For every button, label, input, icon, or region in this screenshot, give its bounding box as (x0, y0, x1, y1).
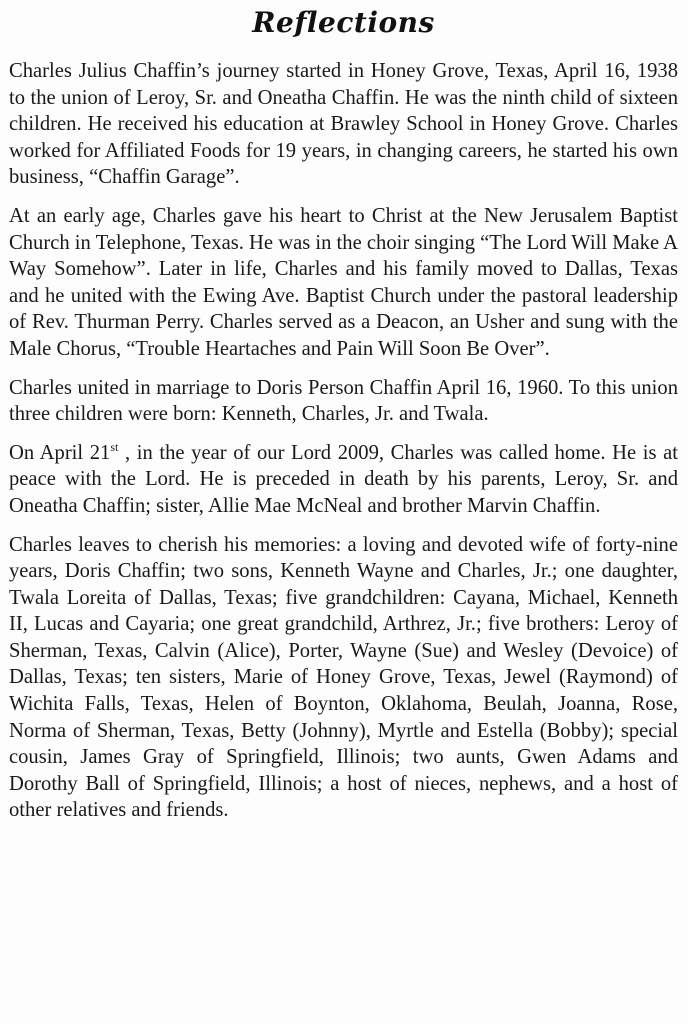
page-title: Reflections (252, 6, 435, 39)
paragraph-marriage: Charles united in marriage to Doris Person Chaffin April 16, 1960. To this union three children were born: Kenneth, Charles, Jr. and Twala. (9, 376, 678, 426)
ordinal-suffix: st (110, 439, 119, 454)
paragraph-passing (9, 440, 678, 520)
paragraph-faith: At an early age, Charles gave his heart to Christ at the New Jerusalem Baptist Church in Telephone, Texas. He was in the choir singing “The Lord Will Make A Way Somehow”. Later in life, Charles and his family moved to Dallas, Texas and he united with the Ewing Ave. Baptist Church under the pastoral leadership of Rev. Thurman Perry. Charles served as a Deacon, an Usher and sung with the Male Chorus, “Trouble Heartaches and Pain Will Soon Be Over”. (9, 204, 678, 360)
paragraph-survivors: Charles leaves to cherish his memories: a loving and devoted wife of forty-nine years, Doris Chaffin; two sons, Kenneth Wayne and Charles, Jr.; one daughter, Twala Loreita of Dallas, Texas; five grandchildren: Cayana, Michael, Kenneth II, Lucas and Cayaria; one great grandchild, Arthrez, Jr.; five brothers: Leroy of Sherman, Texas, Calvin (Alice), Porter, Wayne (Sue) and Wesley (Devoice) of Dallas, Texas; ten sisters, Marie of Honey Grove, Texas, Jewel (Raymond) of Wichita Falls, Texas, Helen of Boynton, Oklahoma, Beulah, Joanna, Rose, Norma of Sherman, Texas, Betty (Johnny), Myrtle and Estella (Bobby); special cousin, James Gray of Springfield, Illinois; two aunts, Gwen Adams and Dorothy Ball of Springfield, Illinois; a host of nieces, nephews, and a host of other relatives and friends. (9, 533, 678, 822)
passing-text-start: On April 21 (9, 441, 111, 464)
paragraph-early-life: Charles Julius Chaffin’s journey started in Honey Grove, Texas, April 16, 1938 to the union of Leroy, Sr. and Oneatha Chaffin. He was the ninth child of sixteen children. He received his education at Brawley School in Honey Grove. Charles worked for Affiliated Foods for 19 years, in changing careers, he started his own business, “Chaffin Garage”. (9, 60, 678, 189)
passing-text-rest: , in the year of our Lord 2009, Charles was called home. He is at peace with the Lord. He is preceded in death by his parents, Leroy, Sr. and Oneatha Chaffin; sister, Allie Mae McNeal and brother Marvin Chaffin. (9, 441, 678, 517)
